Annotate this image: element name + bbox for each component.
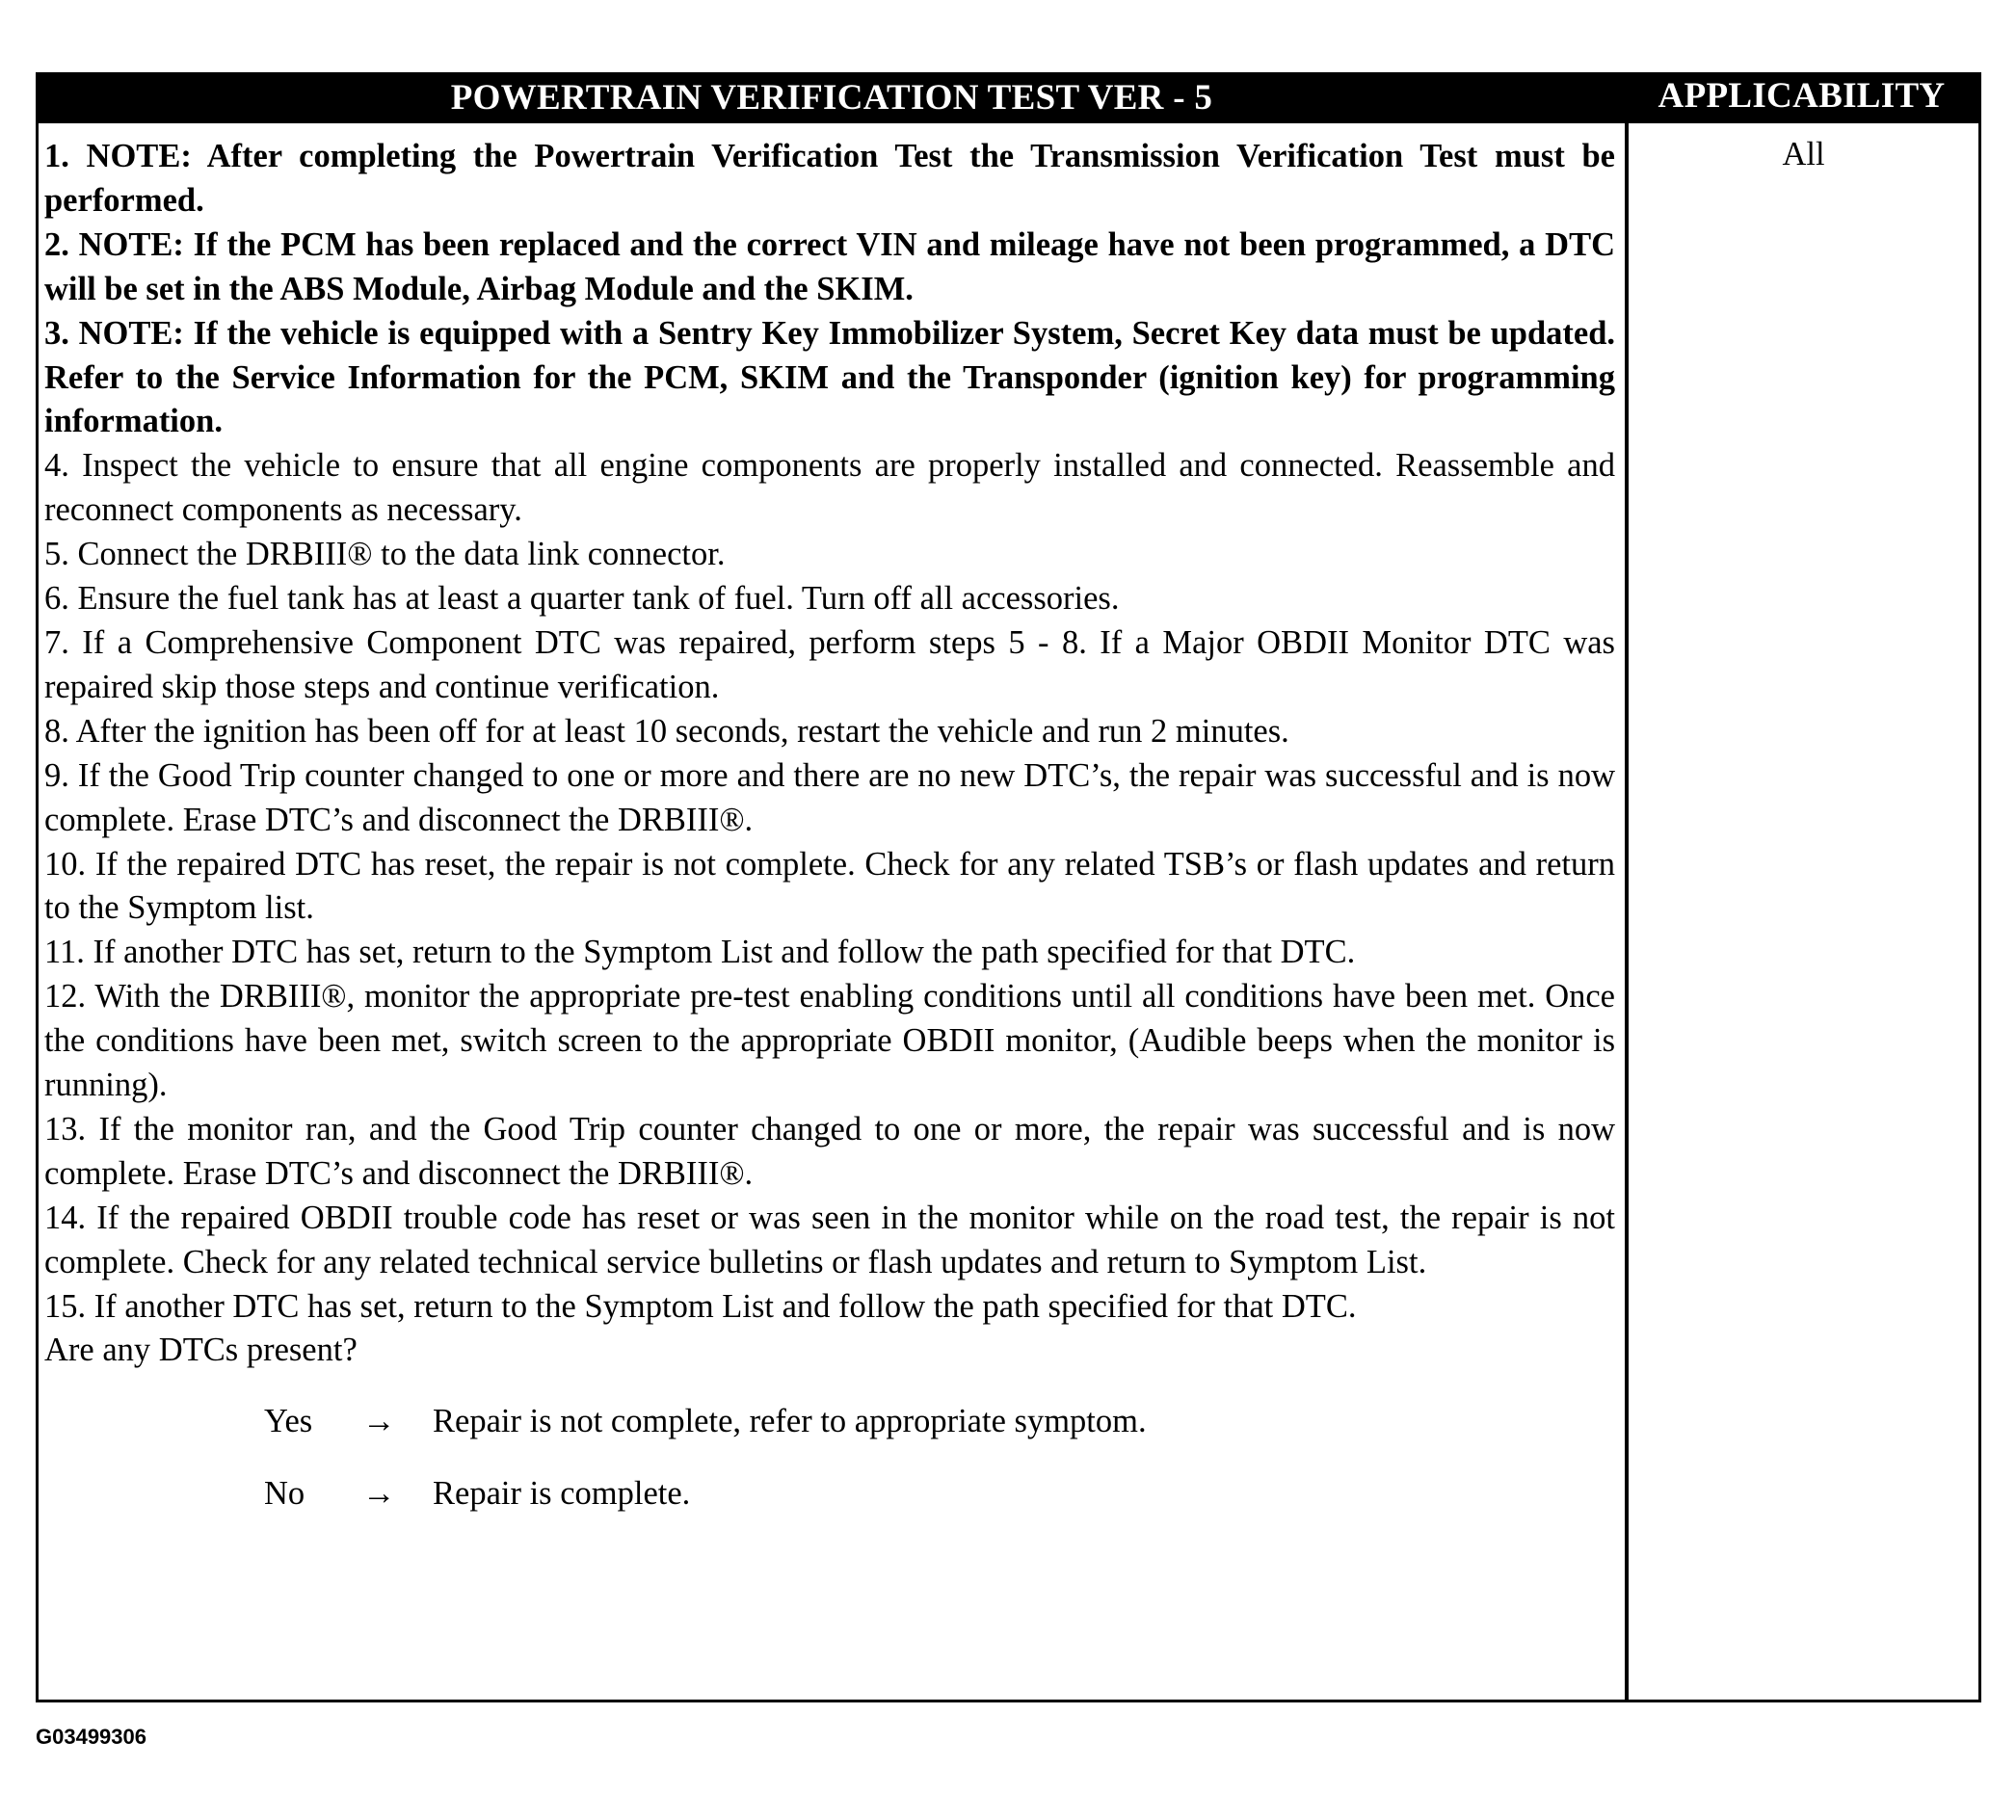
procedure-steps [44,135,1615,1517]
step-item: 2. NOTE: If the PCM has been replaced and the correct VIN and mileage have not been programmed, a DTC will be set in the ABS Module, Airbag Module and the SKIM. [44,225,1615,307]
applicability-value: All [1782,136,1825,172]
step-item: 5. Connect the DRBIII® to the data link connector. [44,536,726,573]
arrow-right-icon: → [362,1403,396,1440]
step-item: 12. With the DRBIII®, monitor the appropriate pre-test enabling conditions until all conditions have been met. Once the conditions have been met, switch screen to the appropriate OBDII monitor, (Audible beeps when the monitor is running). [44,978,1615,1104]
answer-label: Yes [264,1403,313,1440]
step-item: 7. If a Comprehensive Component DTC was repaired, perform steps 5 - 8. If a Major OBDII Monitor DTC was repaired skip those steps and continue verification. [44,623,1615,705]
step-item: 11. If another DTC has set, return to the Symptom List and follow the path specified for that DTC. [44,934,1356,971]
verification-test-table [36,72,1981,1702]
column-divider [1625,123,1629,1700]
answer-label: No [264,1475,305,1513]
step-item: 4. Inspect the vehicle to ensure that all engine components are properly installed and connected. Reassemble and reconnect components as necessary. [44,447,1615,529]
question-text: Are any DTCs present? [44,1332,358,1369]
answer-text: Repair is complete. [433,1475,691,1513]
step-item: 15. If another DTC has set, return to the Symptom List and follow the path specified for that DTC. [44,1287,1357,1325]
step-item: 14. If the repaired OBDII trouble code has reset or was seen in the monitor while on the road test, the repair is not complete. Check for any related technical service bulletins or flash updates and return to Symptom List. [44,1199,1615,1280]
arrow-right-icon: → [362,1475,396,1513]
step-item: 13. If the monitor ran, and the Good Trip counter changed to one or more, the repair was successful and is now complete. Erase DTC’s and disconnect the DRBIII®. [44,1110,1615,1192]
step-item: 9. If the Good Trip counter changed to one or more and there are no new DTC’s, the repair was successful and is now complete. Erase DTC’s and disconnect the DRBIII®. [44,756,1615,838]
answer-text: Repair is not complete, refer to appropriate symptom. [433,1403,1147,1440]
figure-id: G03499306 [36,1725,146,1749]
step-item: 8. After the ignition has been off for at least 10 seconds, restart the vehicle and run 2 minutes. [44,712,1289,750]
applicability-header: APPLICABILITY [1658,76,1946,116]
step-item: 1. NOTE: After completing the Powertrain Verification Test the Transmission Verification Test must be performed. [44,138,1615,219]
answer-yes [44,1373,1615,1445]
answer-no [44,1445,1615,1517]
table-title: POWERTRAIN VERIFICATION TEST VER - 5 [450,78,1213,118]
step-item: 3. NOTE: If the vehicle is equipped with a Sentry Key Immobilizer System, Secret Key data must be updated. Refer to the Service Information for the PCM, SKIM and the Transponder (ignition key) for programming information. [44,314,1615,440]
step-item: 10. If the repaired DTC has reset, the repair is not complete. Check for any related TSB’s or flash updates and return to the Symptom list. [44,845,1615,927]
table-header [39,75,1978,123]
step-item: 6. Ensure the fuel tank has at least a quarter tank of fuel. Turn off all accessories. [44,580,1120,618]
